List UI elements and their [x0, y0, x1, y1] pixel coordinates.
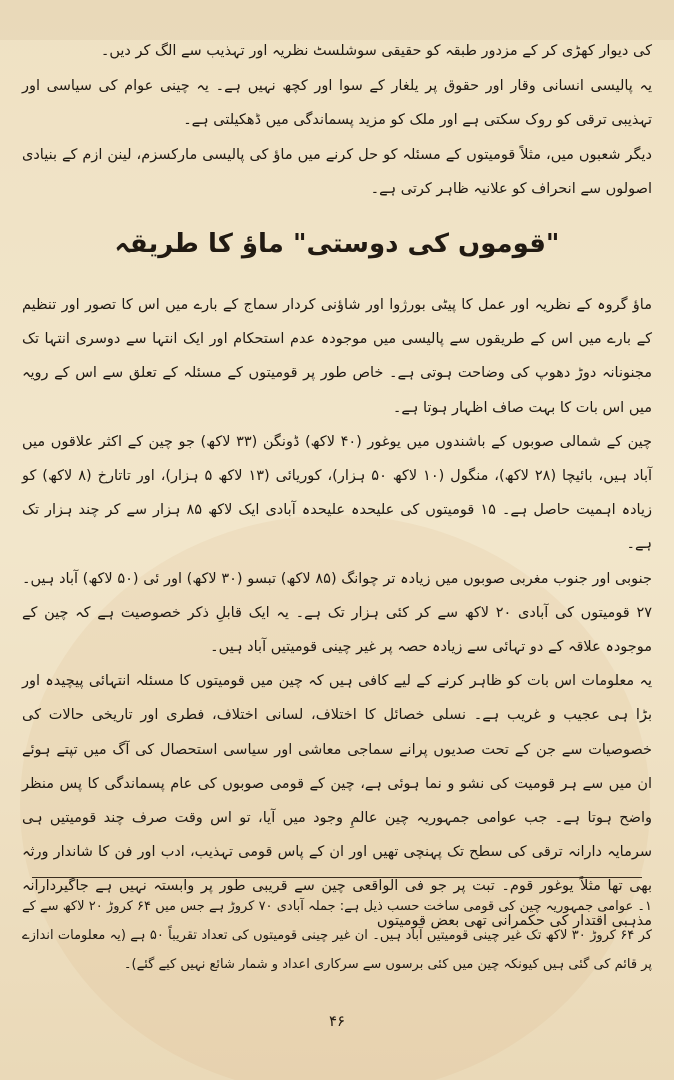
paragraph: کی دیوار کھڑی کر کے مزدور طبقہ کو حقیقی سوشلسٹ نظریہ اور تہذیب سے الگ کر دیں۔ — [100, 43, 652, 59]
paragraph: ماؤ گروہ کے نظریہ اور عمل کا پیٹی بورژوا اور شاؤنی کردار سماج کے بارے میں اس کا تصور اور تنظیم کے بارے میں اس کے طریقوں سے پالیسی میں موجودہ عدم استحکام اور ایک انتہا سے دوسری انتہا تک مجنونانہ دوڑ دھوپ کی وضاحت ہوتی ہے۔ خاص طور پر قومیتوں کے مسئلہ کے تعلق سے اس کے رویہ میں اس بات کا بہت صاف اظہار ہوتا ہے۔ — [22, 297, 652, 416]
paragraph: یہ پالیسی انسانی وقار اور حقوق پر یلغار کے سوا اور کچھ نہیں ہے۔ یہ چینی عوام کی سیاسی اور تہذیبی ترقی کو روک سکتی ہے اور ملک کو مزید پسماندگی میں ڈھکیلتی ہے۔ — [22, 77, 652, 128]
paragraph: یہ معلومات اس بات کو ظاہر کرنے کے لیے کافی ہیں کہ چین میں قومیتوں کا مسئلہ انتہائی پیچیدہ اور بڑا ہی عجیب و غریب ہے۔ نسلی خصائل کا اختلاف، لسانی اختلاف، فطری اور تاریخی حالات کی خصوصیات سے جن کے تحت صدیوں پرانے سماجی معاشی اور سیاسی استحصال کی آگ میں تپتے ہوئے ان میں سے ہر قومیت کی نشو و نما ہوئی ہے، چین کے قومی صوبوں کی عام پسماندگی کا پس منظر واضح ہوتا ہے۔ جب عوامی جمہوریہ چین عالمِ وجود میں آیا، تو اس وقت صرف چند قومیتیں ہی سرمایہ دارانہ ترقی کی سطح تک پہنچی تھیں اور ان کے پاس قومی تہذیب، ادب اور فن کا شاندار ورثہ بھی تھا مثلاً یوغور قوم۔ تبت پر جو فی الواقعی چین سے قریبی طور پر وابستہ نہیں ہے جاگیردارانہ مذہبی اقتدار کی حکمرانی تھی بعض قومیتوں — [22, 673, 652, 929]
intro-text — [22, 34, 652, 207]
section-heading: "قوموں کی دوستی" ماؤ کا طریقہ — [114, 229, 560, 259]
main-text — [22, 288, 652, 938]
paragraph: دیگر شعبوں میں، مثلاً قومیتوں کے مسئلہ کو حل کرنے میں ماؤ کی پالیسی مارکسزم، لینن ازم کے بنیادی اصولوں سے انحراف کو علانیہ ظاہر کرتی ہے۔ — [22, 146, 652, 197]
footnote-text: ۱۔ عوامی جمہوریہ چین کی قومی ساخت حسب ذیل ہے: جملہ آبادی ۷۰ کروڑ ہے جس میں ۶۴ کروڑ ۲۰ لاکھ سے کے کر ۶۴ کروڑ ۳۰ لاکھ تک غیر چینی قومیتیں آباد ہیں۔ ان غیر چینی قومیتوں کی تعداد تقریباً ۵۰ ہے (یہ معلومات اندازے پر قائم کی گئی ہیں کیونکہ چین میں کئی برسوں سے سرکاری اعداد و شمار شائع نہیں کیے گئے)۔ — [22, 899, 653, 972]
page-number: ۴۶ — [328, 1012, 346, 1030]
paragraph: چین کے شمالی صوبوں کے باشندوں میں یوغور (۴۰ لاکھ) ڈونگن (۳۳ لاکھ) جو چین کے اکثر علاقوں میں آباد ہیں، بائیچا (۲۸ لاکھ)، منگول (۱۰ لاکھ ۵۰ ہزار)، کوریائی (۱۳ لاکھ ۵ ہزار)، اور تاتارخ (۸ لاکھ) کو زیادہ اہمیت حاصل ہے۔ ۱۵ قومیتوں کی علیحدہ علیحدہ آبادی ایک لاکھ ۸۵ ہزار سے کر چند ہزار تک ہے۔ — [22, 433, 653, 553]
footnote-divider — [32, 877, 642, 878]
paragraph: جنوبی اور جنوب مغربی صوبوں میں زیادہ تر چوانگ (۸۵ لاکھ) تبسو (۳۰ لاکھ) اور ئی (۵۰ لاکھ) آباد ہیں۔ ۲۷ قومیتوں کی آبادی ۲۰ لاکھ سے کر کئی ہزار تک ہے۔ یہ ایک قابلِ ذکر خصوصیت ہے کہ چین کے موجودہ علاقہ کے دو تہائی سے زیادہ حصہ پر غیر چینی قومیتیں آباد ہیں۔ — [22, 570, 653, 656]
footnote — [22, 892, 652, 979]
